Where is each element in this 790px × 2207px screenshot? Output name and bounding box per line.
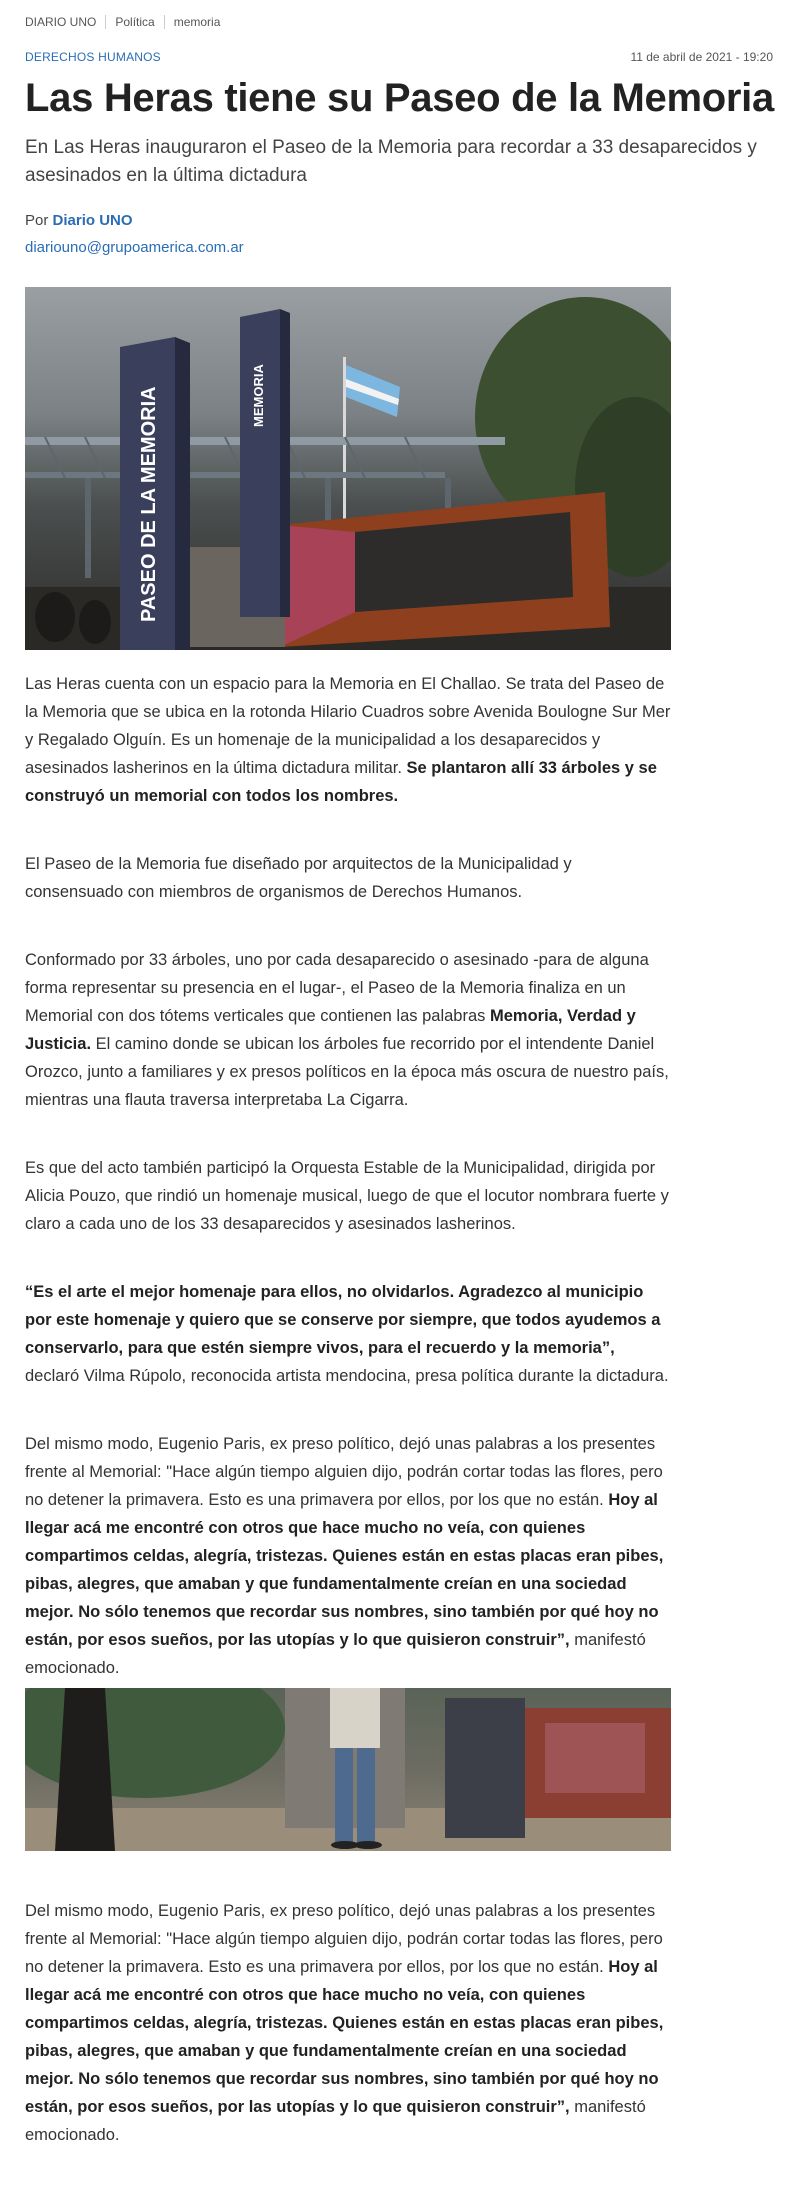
totem-left-text: PASEO DE LA MEMORIA — [138, 386, 160, 622]
paragraph-4: Es que del acto también participó la Orquesta Estable de la Municipalidad, dirigida por Alicia Pouzo, que rindió un homenaje musical, luego de que el locutor nombrara fuerte y claro a cada uno de los 33 desaparecidos y asesinados lasherinos. — [25, 1159, 669, 1233]
totem-right-text: MEMORIA — [251, 364, 266, 427]
paragraph-3-text: Conformado por 33 árboles, uno por cada desaparecido o asesinado -para de alguna forma representar su presencia en el lugar-, el Paseo de la Memoria finaliza en un Memorial con dos tótems verticales que contienen las palabras — [25, 951, 649, 1025]
paragraph-6-bold: Hoy al llegar acá me encontré con otros que hace mucho no veía, con quienes compartimos celdas, alegría, tristezas. Quienes están en estas placas eran pibes, pibas, alegres, que amaban y que fundamentalmente creían en una sociedad mejor. No sólo tenemos que recordar sus nombres, sino también por qué hoy no están, por esos sueños, por las utopías y lo que quisieron construir”, — [25, 1491, 664, 1649]
paragraph-6 — [25, 1430, 671, 1682]
ceremony-illustration — [25, 1688, 671, 1851]
memorial-illustration — [25, 287, 671, 650]
byline — [25, 212, 790, 229]
paragraph-5 — [25, 1278, 671, 1390]
breadcrumb-separator — [105, 15, 106, 29]
breadcrumb-item-tag[interactable]: memoria — [173, 15, 221, 29]
byline-prefix: Por — [25, 212, 53, 229]
paragraph-1-text: Las Heras cuenta con un espacio para la Memoria en El Challao. Se trata del Paseo de la Memoria que se ubica en la rotonda Hilario Cuadros sobre Avenida Boulogne Sur Mer y Regalado Olguín. Es un homenaje de la municipalidad a los desaparecidos y asesinados lasherinos en la última dictadura militar. — [25, 675, 671, 777]
paragraph-6-repeat-text: Del mismo modo, Eugenio Paris, ex preso político, dejó unas palabras a los presentes frente al Memorial: "Hace algún tiempo alguien dijo, podrán cortar todas las flores, pero no detener la primavera. Esto es una primavera por ellos, por los que no están. — [25, 1902, 663, 1976]
article-body — [25, 670, 671, 1682]
paragraph-6-repeat-bold: Hoy al llegar acá me encontré con otros que hace mucho no veía, con quienes compartimos celdas, alegría, tristezas. Quienes están en estas placas eran pibes, pibas, alegres, que amaban y que fundamentalmente creían en una sociedad mejor. No sólo tenemos que recordar sus nombres, sino también por qué hoy no están, por esos sueños, por las utopías y lo que quisieron construir”, — [25, 1958, 664, 2116]
ceremony-photo — [25, 1688, 671, 1851]
paragraph-6-repeat-text-end: manifestó emocionado. — [25, 2098, 646, 2144]
paragraph-6-text: Del mismo modo, Eugenio Paris, ex preso político, dejó unas palabras a los presentes frente al Memorial: "Hace algún tiempo alguien dijo, podrán cortar todas las flores, pero no detener la primavera. Esto es una primavera por ellos, por los que no están. — [25, 1435, 663, 1509]
article-body-continued — [25, 1897, 671, 2149]
paragraph-1 — [25, 670, 671, 810]
paragraph-6-repeat — [25, 1897, 671, 2149]
paragraph-3-bold: Memoria, Verdad y Justicia. — [25, 1007, 636, 1053]
paragraph-3-text-end: El camino donde se ubican los árboles fue recorrido por el intendente Daniel Orozco, junto a familiares y ex presos políticos en la época más oscura de nuestro país, mientras una flauta traversa interpretaba La Cigarra. — [25, 1035, 669, 1109]
paragraph-1-bold: Se plantaron allí 33 árboles y se construyó un memorial con todos los nombres. — [25, 759, 657, 805]
author-link[interactable]: Diario UNO — [52, 212, 133, 229]
paragraph-5-text: declaró Vilma Rúpolo, reconocida artista mendocina, presa política durante la dictadura. — [25, 1367, 669, 1385]
quote-bold: “Es el arte el mejor homenaje para ellos, no olvidarlos. Agradezco al municipio por este homenaje y quiero que se conserve por siempre, que todos ayudemos a conservarlo, para que estén siempre vivos, para el recuerdo y la memoria”, — [25, 1283, 661, 1357]
article-subtitle: En Las Heras inauguraron el Paseo de la Memoria para recordar a 33 desaparecidos y asesinados en la última dictadura — [25, 137, 757, 186]
author-email-link[interactable]: diariouno@grupoamerica.com.ar — [25, 239, 244, 256]
paragraph-3 — [25, 946, 671, 1114]
breadcrumb-item-section[interactable]: Política — [115, 15, 155, 29]
breadcrumb-item-home[interactable]: DIARIO UNO — [25, 15, 97, 29]
article-title: Las Heras tiene su Paseo de la Memoria — [25, 76, 774, 120]
paragraph-2: El Paseo de la Memoria fue diseñado por arquitectos de la Municipalidad y consensuado con miembros de organismos de Derechos Humanos. — [25, 855, 572, 901]
hero-image — [25, 287, 671, 650]
breadcrumb — [25, 0, 790, 44]
section-tag[interactable]: DERECHOS HUMANOS — [25, 50, 161, 64]
article-meta — [25, 50, 773, 64]
paragraph-6-text-end: manifestó emocionado. — [25, 1631, 646, 1677]
breadcrumb-separator — [164, 15, 165, 29]
publish-date: 11 de abril de 2021 - 19:20 — [630, 50, 773, 64]
